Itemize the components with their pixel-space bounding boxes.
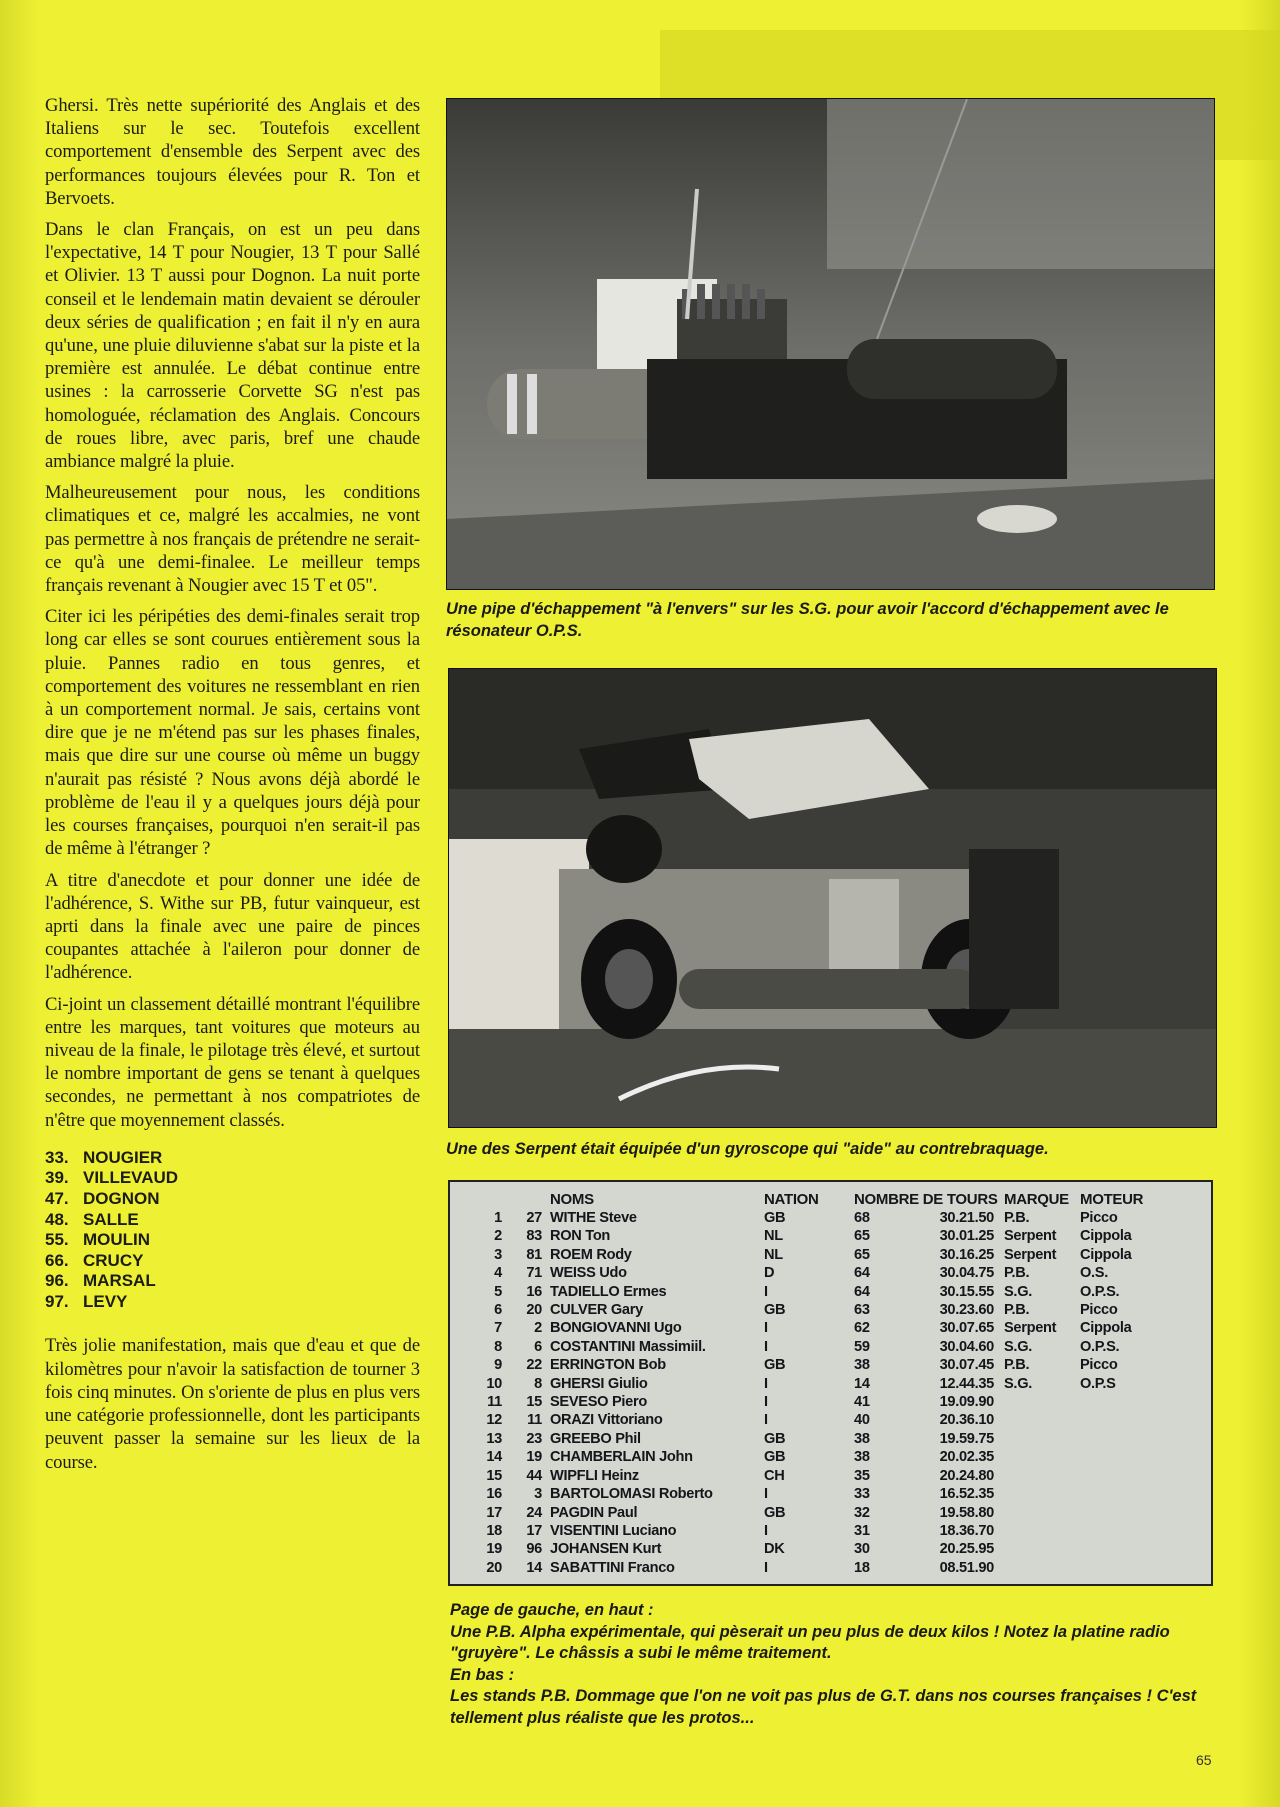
cell-engine: Picco <box>1080 1357 1118 1374</box>
table-row <box>466 1356 1150 1374</box>
cell-name: ORAZI Vittoriano <box>550 1412 663 1429</box>
cell-laps: 31 <box>854 1522 870 1539</box>
cell-brand <box>1004 1559 1080 1577</box>
cell-time: 19.09.90 <box>939 1394 994 1411</box>
cell-rank: 1 <box>494 1210 502 1226</box>
cell-num: 6 <box>534 1338 542 1355</box>
cell-brand: S.G. <box>1004 1283 1032 1300</box>
cell-brand: Serpent <box>1004 1246 1057 1263</box>
cell-laps: 32 <box>854 1504 870 1521</box>
cell-time: 12.44.35 <box>939 1375 994 1392</box>
table-row <box>466 1393 1150 1411</box>
cell-time: 20.36.10 <box>939 1412 994 1429</box>
cell-nation: GB <box>764 1430 786 1447</box>
cell-rank: 14 <box>486 1449 502 1466</box>
table-row <box>466 1319 1150 1337</box>
article-closing: Très jolie manifestation, mais que d'eau et que de kilomètres pour n'avoir la satisfaction de tourner 3 fois cinq minutes. On s'oriente de plus en plus vers une catégorie professionnelle, dont les participants peuvent passer la semaine sur les lieux de la course. <box>45 1335 420 1473</box>
photo-caption: Une pipe d'échappement "à l'envers" sur les S.G. pour avoir l'accord d'échappement avec le résonateur O.P.S. <box>446 600 1169 640</box>
table-row <box>466 1283 1150 1301</box>
cell-nation: I <box>764 1283 768 1300</box>
list-item: 66. CRUCY <box>45 1250 144 1270</box>
cell-time: 30.15.55 <box>939 1283 994 1300</box>
cell-brand: Serpent <box>1004 1228 1057 1245</box>
cell-num: 96 <box>526 1541 542 1558</box>
cell-num: 27 <box>526 1210 542 1226</box>
article-paragraph: A titre d'anecdote et pour donner une idée de l'adhérence, S. Withe sur PB, futur vainqueur, est aprti dans la finale avec une paire de pinces coupantes attachée à l'aileron pour donner de l'adhérence. <box>45 869 420 984</box>
cell-nation: I <box>764 1522 768 1539</box>
cell-time: 20.25.95 <box>939 1541 994 1558</box>
cell-laps: 30 <box>854 1541 870 1558</box>
cell-num: 44 <box>526 1467 542 1484</box>
table-row <box>466 1375 1150 1393</box>
cell-num: 14 <box>526 1559 542 1576</box>
cell-laps: 62 <box>854 1320 870 1337</box>
cell-nation: I <box>764 1412 768 1429</box>
list-item: 39. VILLEVAUD <box>45 1168 179 1188</box>
cell-brand <box>1004 1411 1080 1429</box>
cell-laps: 59 <box>854 1338 870 1355</box>
cell-nation: NL <box>764 1246 783 1263</box>
cell-brand <box>1004 1467 1080 1485</box>
cell-rank: 16 <box>486 1486 502 1503</box>
table-row <box>466 1485 1150 1503</box>
table-row <box>466 1540 1150 1558</box>
cell-engine <box>1080 1485 1150 1503</box>
cell-time: 20.02.35 <box>939 1449 994 1466</box>
cell-brand <box>1004 1430 1080 1448</box>
cell-engine: Cippola <box>1080 1320 1132 1337</box>
cell-engine: Cippola <box>1080 1246 1132 1263</box>
article-paragraph: Ghersi. Très nette supériorité des Anglais et des Italiens sur le sec. Toutefois excellent comportement d'ensemble des Serpent avec des performances toujours élevées pour R. Ton et Bervoets. <box>45 95 420 209</box>
cell-brand <box>1004 1448 1080 1466</box>
cell-nation: I <box>764 1559 768 1576</box>
photo-caption: Une des Serpent était équipée d'un gyroscope qui "aide" au contrebraquage. <box>446 1140 1049 1158</box>
cell-time: 19.58.80 <box>939 1504 994 1521</box>
cell-rank: 7 <box>494 1320 502 1337</box>
results-table <box>466 1190 1150 1577</box>
cell-engine <box>1080 1559 1150 1577</box>
cell-num: 11 <box>527 1412 542 1429</box>
cell-num: 8 <box>534 1375 542 1392</box>
table-row <box>466 1411 1150 1429</box>
cell-name: ROEM Rody <box>550 1246 632 1263</box>
cell-name: WEISS Udo <box>550 1265 627 1282</box>
cell-laps: 64 <box>854 1283 870 1300</box>
header-noms: NOMS <box>550 1191 594 1208</box>
cell-time: 30.21.50 <box>939 1210 994 1226</box>
cell-num: 3 <box>534 1486 542 1503</box>
cell-engine: Picco <box>1080 1210 1118 1226</box>
results-table-box <box>448 1180 1213 1586</box>
cell-name: COSTANTINI Massimiil. <box>550 1338 706 1355</box>
left-page-caption <box>450 1600 1230 1729</box>
cell-name: BONGIOVANNI Ugo <box>550 1320 682 1337</box>
article-paragraph: Citer ici les péripéties des demi-finales serait trop long car elles se sont courues entièrement sous la pluie. Pannes radio en tous genres, et comportement des voitures ne ressemblant en rien à un comportement normal. Je sais, certains vont dire que je ne m'étend pas sur les phases finales, mais que dire sur une course où même un buggy n'aurait pas résisté ? Nous avons déjà abordé le problème de l'eau il y a quelques jours déjà pour les courses françaises, pourquoi n'en serait-il pas de même à l'étranger ? <box>45 606 420 860</box>
list-item: 47. DOGNON <box>45 1188 160 1208</box>
cell-num: 2 <box>534 1320 542 1337</box>
cell-engine: O.P.S. <box>1080 1283 1120 1300</box>
cell-engine <box>1080 1504 1150 1522</box>
cell-name: CHAMBERLAIN John <box>550 1449 693 1466</box>
cell-nation: GB <box>764 1449 786 1466</box>
cell-brand: P.B. <box>1004 1265 1030 1282</box>
cell-rank: 17 <box>486 1504 502 1521</box>
cell-name: GHERSI Giulio <box>550 1375 648 1392</box>
cell-engine: O.S. <box>1080 1265 1108 1282</box>
list-item: 96. MARSAL <box>45 1271 156 1291</box>
cell-time: 30.04.60 <box>939 1338 994 1355</box>
cell-rank: 3 <box>494 1246 502 1263</box>
table-row <box>466 1448 1150 1466</box>
cell-nation: I <box>764 1486 768 1503</box>
cell-rank: 18 <box>486 1522 502 1539</box>
cell-name: SABATTINI Franco <box>550 1559 675 1576</box>
cell-rank: 10 <box>486 1375 502 1392</box>
cell-engine <box>1080 1430 1150 1448</box>
cell-brand: P.B. <box>1004 1357 1030 1374</box>
cell-name: CULVER Gary <box>550 1302 643 1319</box>
cell-time: 20.24.80 <box>939 1467 994 1484</box>
cell-name: TADIELLO Ermes <box>550 1283 667 1300</box>
table-header-row <box>466 1190 1150 1209</box>
cell-num: 24 <box>526 1504 542 1521</box>
photo-exhaust-pipe <box>446 98 1215 590</box>
cell-rank: 5 <box>494 1283 502 1300</box>
cell-time: 30.16.25 <box>939 1246 994 1263</box>
cell-engine: O.P.S. <box>1080 1338 1120 1355</box>
cell-laps: 14 <box>854 1375 870 1392</box>
table-row <box>466 1559 1150 1577</box>
cell-brand <box>1004 1504 1080 1522</box>
cell-engine: Cippola <box>1080 1228 1132 1245</box>
cell-brand: Serpent <box>1004 1320 1057 1337</box>
cell-engine <box>1080 1540 1150 1558</box>
cell-brand: P.B. <box>1004 1210 1030 1226</box>
article-paragraph: Malheureusement pour nous, les conditions climatiques et ce, malgré les accalmies, ne vont pas permettre à nos français de prétendre ne serait-ce qu'à une demi-finalee. Le meilleur temps français revenant à Nougier avec 15 T et 05". <box>45 482 420 597</box>
cell-engine <box>1080 1393 1150 1411</box>
cell-time: 30.07.65 <box>939 1320 994 1337</box>
cell-nation: D <box>764 1265 775 1282</box>
cell-name: RON Ton <box>550 1228 611 1245</box>
cell-engine <box>1080 1522 1150 1540</box>
caption-heading-top: Page de gauche, en haut : <box>450 1601 654 1619</box>
cell-rank: 4 <box>494 1265 502 1282</box>
cell-laps: 18 <box>854 1559 870 1576</box>
cell-nation: DK <box>764 1541 785 1558</box>
cell-rank: 6 <box>494 1302 502 1319</box>
cell-nation: I <box>764 1375 768 1392</box>
cell-brand <box>1004 1393 1080 1411</box>
cell-time: 30.07.45 <box>939 1357 994 1374</box>
cell-nation: NL <box>764 1228 783 1245</box>
cell-laps: 65 <box>854 1228 870 1245</box>
cell-nation: I <box>764 1394 768 1411</box>
header-marque: MARQUE <box>1004 1191 1069 1208</box>
table-row <box>466 1430 1150 1448</box>
table-row <box>466 1338 1150 1356</box>
table-row <box>466 1522 1150 1540</box>
table-row <box>466 1301 1150 1319</box>
list-item: 97. LEVY <box>45 1291 128 1311</box>
cell-brand <box>1004 1540 1080 1558</box>
cell-nation: I <box>764 1338 768 1355</box>
cell-engine <box>1080 1448 1150 1466</box>
cell-laps: 35 <box>854 1467 870 1484</box>
list-item: 33. NOUGIER <box>45 1147 163 1167</box>
cell-name: VISENTINI Luciano <box>550 1522 677 1539</box>
cell-laps: 38 <box>854 1357 870 1374</box>
cell-laps: 68 <box>854 1210 870 1226</box>
table-row <box>466 1209 1150 1227</box>
cell-num: 71 <box>526 1265 542 1282</box>
cell-num: 81 <box>526 1246 542 1263</box>
cell-name: BARTOLOMASI Roberto <box>550 1486 713 1503</box>
cell-laps: 40 <box>854 1412 870 1429</box>
header-tours: NOMBRE DE TOURS <box>854 1191 998 1208</box>
french-results-list <box>45 1148 420 1313</box>
cell-name: WIPFLI Heinz <box>550 1467 639 1484</box>
cell-rank: 12 <box>486 1412 502 1429</box>
cell-time: 30.04.75 <box>939 1265 994 1282</box>
cell-laps: 41 <box>854 1394 870 1411</box>
cell-nation: I <box>764 1320 768 1337</box>
cell-rank: 2 <box>494 1228 502 1245</box>
cell-brand <box>1004 1522 1080 1540</box>
cell-rank: 20 <box>486 1559 502 1576</box>
cell-nation: GB <box>764 1210 786 1226</box>
cell-num: 83 <box>526 1228 542 1245</box>
cell-brand <box>1004 1485 1080 1503</box>
cell-laps: 64 <box>854 1265 870 1282</box>
article-paragraph: Ci-joint un classement détaillé montrant l'équilibre entre les marques, tant voitures que moteurs au niveau de la finale, le pilotage très élevé, et surtout le nombre important de gens se tenant à quelques secondes, ne permettant à nos compatriotes de n'être que moyennement classés. <box>45 993 420 1131</box>
caption-bottom-text: Les stands P.B. Dommage que l'on ne voit pas plus de G.T. dans nos courses françaises ! C'est tellement plus réaliste que les protos... <box>450 1687 1197 1727</box>
cell-time: 30.01.25 <box>939 1228 994 1245</box>
list-item: 48. SALLE <box>45 1209 139 1229</box>
cell-rank: 19 <box>486 1541 502 1558</box>
table-row <box>466 1504 1150 1522</box>
cell-laps: 38 <box>854 1430 870 1447</box>
cell-name: WITHE Steve <box>550 1210 637 1226</box>
photo-gyroscope-car <box>448 668 1217 1128</box>
page-number: 65 <box>1196 1752 1212 1768</box>
cell-num: 20 <box>526 1302 542 1319</box>
table-row <box>466 1227 1150 1245</box>
cell-engine <box>1080 1411 1150 1429</box>
cell-name: JOHANSEN Kurt <box>550 1541 662 1558</box>
cell-nation: CH <box>764 1467 785 1484</box>
cell-brand: P.B. <box>1004 1302 1030 1319</box>
cell-laps: 38 <box>854 1449 870 1466</box>
cell-time: 18.36.70 <box>939 1522 994 1539</box>
cell-num: 15 <box>526 1394 542 1411</box>
cell-num: 16 <box>526 1283 542 1300</box>
cell-laps: 33 <box>854 1486 870 1503</box>
cell-time: 30.23.60 <box>939 1302 994 1319</box>
cell-laps: 63 <box>854 1302 870 1319</box>
cell-engine: O.P.S <box>1080 1375 1116 1392</box>
cell-brand: S.G. <box>1004 1375 1032 1392</box>
cell-rank: 15 <box>486 1467 502 1484</box>
cell-rank: 11 <box>487 1394 502 1411</box>
list-item: 55. MOULIN <box>45 1230 151 1250</box>
cell-laps: 65 <box>854 1246 870 1263</box>
table-row <box>466 1264 1150 1282</box>
header-nation: NATION <box>764 1191 819 1208</box>
cell-time: 08.51.90 <box>939 1559 994 1576</box>
cell-engine: Picco <box>1080 1302 1118 1319</box>
cell-name: PAGDIN Paul <box>550 1504 638 1521</box>
cell-nation: GB <box>764 1357 786 1374</box>
cell-brand: S.G. <box>1004 1338 1032 1355</box>
cell-rank: 8 <box>494 1338 502 1355</box>
article-column <box>45 94 420 1482</box>
cell-time: 16.52.35 <box>939 1486 994 1503</box>
cell-nation: GB <box>764 1504 786 1521</box>
cell-name: SEVESO Piero <box>550 1394 647 1411</box>
cell-num: 23 <box>526 1430 542 1447</box>
caption-heading-bottom: En bas : <box>450 1665 515 1684</box>
header-moteur: MOTEUR <box>1080 1191 1144 1208</box>
caption-top-text: Une P.B. Alpha expérimentale, qui pèserait un peu plus de deux kilos ! Notez la platine radio "gruyère". Le châssis a subi le même traitement. <box>450 1622 1170 1662</box>
cell-engine <box>1080 1467 1150 1485</box>
cell-rank: 13 <box>486 1430 502 1447</box>
cell-time: 19.59.75 <box>939 1430 994 1447</box>
cell-rank: 9 <box>494 1357 502 1374</box>
table-row <box>466 1467 1150 1485</box>
cell-nation: GB <box>764 1302 786 1319</box>
cell-num: 22 <box>526 1357 542 1374</box>
cell-num: 19 <box>526 1449 542 1466</box>
cell-name: GREEBO Phil <box>550 1430 641 1447</box>
cell-num: 17 <box>526 1522 542 1539</box>
table-row <box>466 1246 1150 1264</box>
cell-name: ERRINGTON Bob <box>550 1357 666 1374</box>
article-paragraph: Dans le clan Français, on est un peu dans l'expectative, 14 T pour Nougier, 13 T pour Sallé et Olivier. 13 T aussi pour Dognon. La nuit porte conseil et le lendemain matin devaient se dérouler deux séries de qualification ; en fait il n'y en aura qu'une, une pluie diluvienne s'abat sur la piste et la première est annulée. Le débat continue entre usines : la carrosserie Corvette SG n'est pas homologuée, réclamation des Anglais. Concours de roues libre, avec paris, bref une chaude ambiance malgré la pluie. <box>45 219 420 473</box>
